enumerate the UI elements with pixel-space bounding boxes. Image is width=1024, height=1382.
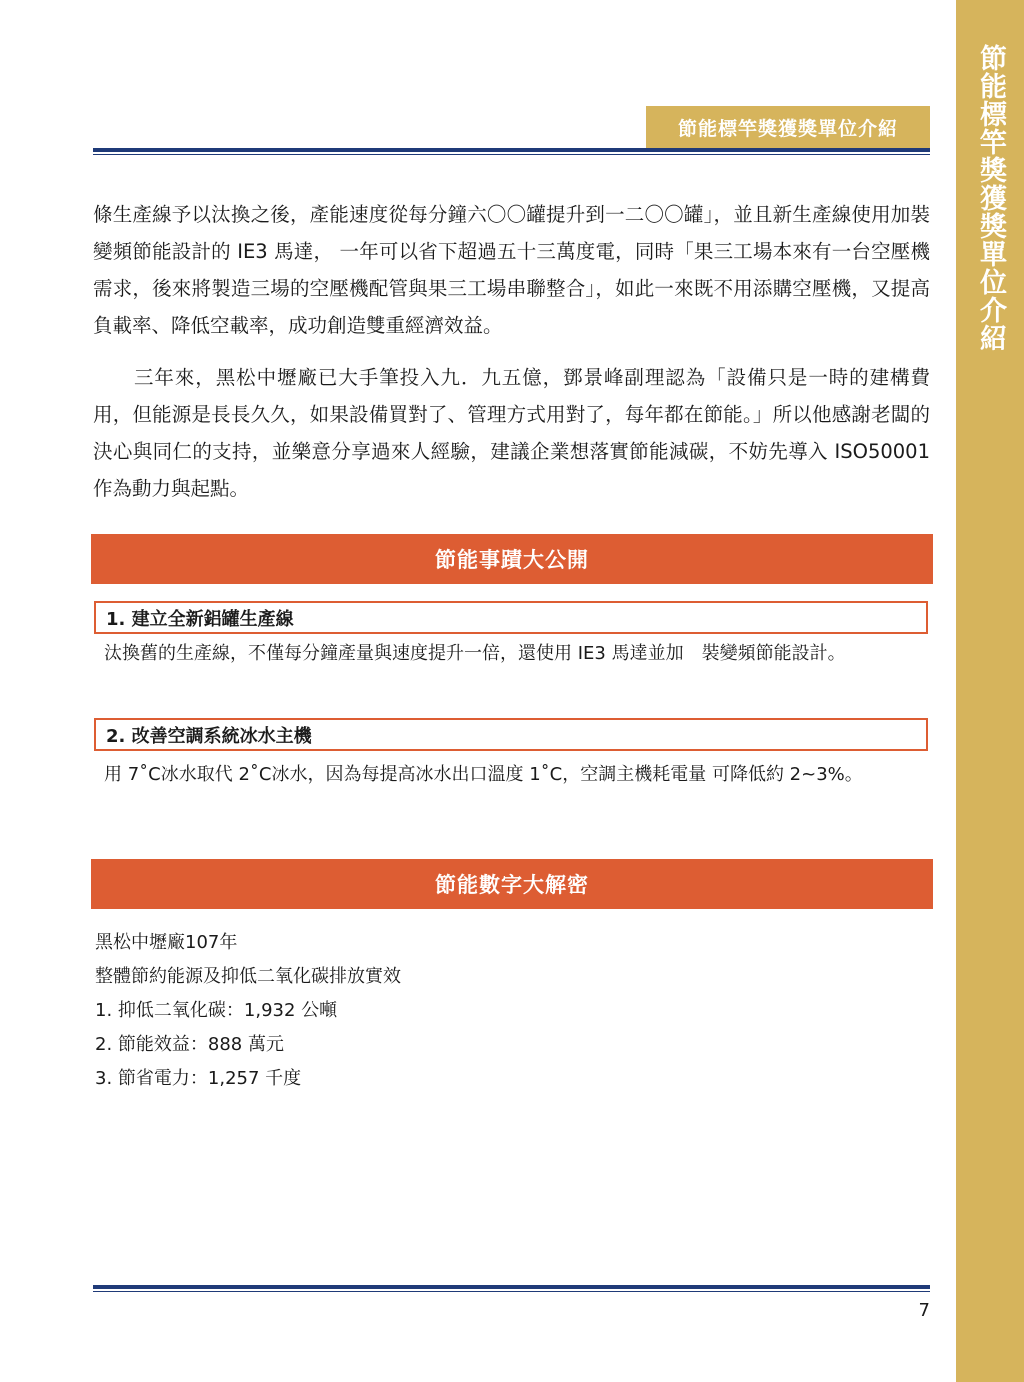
stats-line: 整體節約能源及抑低二氧化碳排放實效 (95, 966, 401, 987)
section-title-numbers: 節能數字大解密 (91, 859, 933, 909)
paragraph-2: 三年來，黑松中壢廠已大手筆投入九．九五億，鄧景峰副理認為「設備只是一時的建構費用，但能源是長長久久，如果設備買對了、管理方式用對了，每年都在節能。」所以他感謝老闆的決心與同仁的支持，並樂意分享過來人經驗，建議企業想落實節能減碳，不妨先導入 ISO50001 作為動力與起點。 (93, 366, 930, 500)
item-text-1: 汰換舊的生產線，不僅每分鐘產量與速度提升一倍，還使用 IE3 馬達並加 裝變頻節能設計。 (104, 643, 846, 664)
stats-line: 2. 節能效益：888 萬元 (95, 1034, 284, 1055)
top-rule (93, 148, 930, 155)
side-title: 節能標竿獎獲獎單位介紹 (975, 44, 1006, 352)
side-bar (956, 0, 1024, 1382)
paragraph-1: 條生產線予以汰換之後，產能速度從每分鐘六〇〇罐提升到一二〇〇罐」，並且新生產線使用加裝變頻節能設計的 IE3 馬達， 一年可以省下超過五十三萬度電，同時「果三工場本來有一台空壓機需求，後來將製造三場的空壓機配管與果三工場串聯整合」，如此一來既不用添購空壓機，又提高負載率、降低空載率，成功創造雙重經濟效益。 (93, 203, 930, 337)
header-tag: 節能標竿獎獲獎單位介紹 (646, 106, 930, 148)
item-text-2: 用 7˚C冰水取代 2˚C冰水，因為每提高冰水出口溫度 1˚C，空調主機耗電量 可降低約 2~3%。 (104, 764, 863, 785)
stats-list (95, 926, 695, 1096)
section-title-achievements: 節能事蹟大公開 (91, 534, 933, 584)
page-number: 7 (918, 1300, 930, 1321)
stats-line: 黑松中壢廠107年 (95, 932, 238, 953)
item-heading-2: 2. 改善空調系統冰水主機 (94, 718, 928, 751)
bottom-rule (93, 1285, 930, 1292)
stats-line: 1. 抑低二氧化碳：1,932 公噸 (95, 1000, 338, 1021)
stats-line: 3. 節省電力：1,257 千度 (95, 1068, 302, 1089)
item-heading-1: 1. 建立全新鋁罐生產線 (94, 601, 928, 634)
